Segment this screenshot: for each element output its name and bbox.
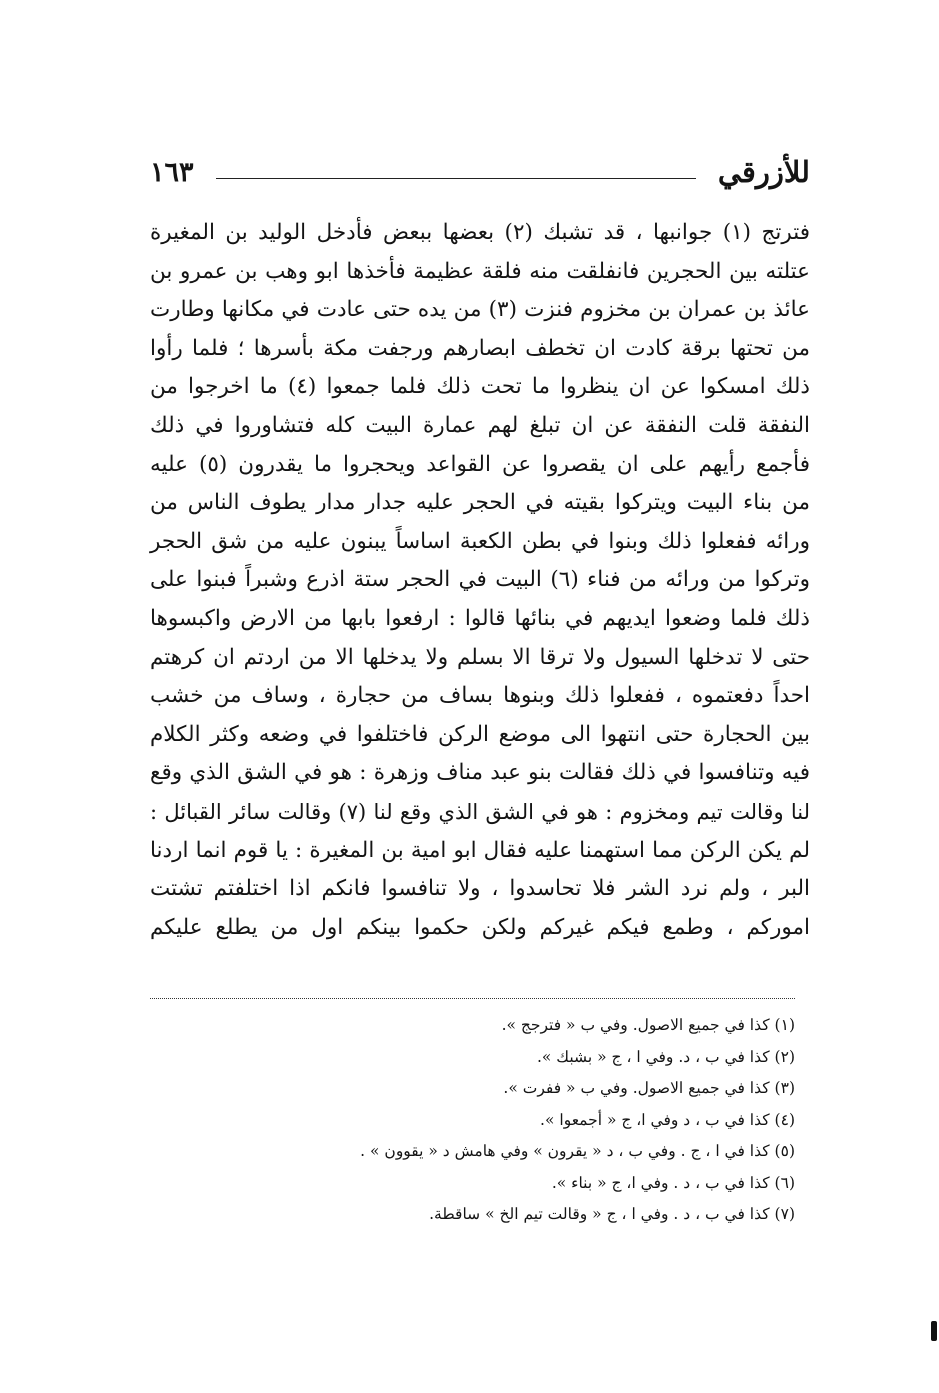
text-line: عتلته بين الحجرين فانفلقت منه فلقة عظيمة فأخذها ابو وهب بن عمرو بن (150, 258, 810, 284)
text-line: ذلك امسكوا عن ان ينظروا ما تحت ذلك فلما جمعوا (٤) ما اخرجوا من (150, 374, 811, 400)
footnote: (٧) كذا في ب ، د . وفي ا ، ج « وقالت تيم الخ » ساقطة. (429, 1205, 795, 1223)
footnote: (٦) كذا في ب ، د . وفي ا، ج « بناء ». (551, 1173, 795, 1192)
text-line: ورائه ففعلوا ذلك وبنوا في بطن الكعبة اساساً يبنون عليه من شق الحجر (150, 528, 810, 554)
text-line: فترتج (١) جوانبها ، قد تشبك (٢) بعضها ببعض فأدخل الوليد بن المغيرة (150, 220, 810, 245)
text-line: حتى لا تدخلها السيول ولا ترقا الا بسلم ولا يدخلها الا من اردتم ان كرهتم (150, 644, 810, 670)
footnote: (٥) كذا في ا ، ج . وفي ب ، د « يقرون » وفي هامش د « يقوون » . (360, 1142, 795, 1160)
scan-edge-mark (931, 1321, 937, 1341)
text-line: اموركم ، وطمع فيكم غيركم ولكن حكموا بينكم اول من يطلع عليكم (150, 914, 810, 940)
text-line: من بناء البيت ويتركوا بقيته في الحجر عليه جدار مدار يطوف الناس من (150, 490, 810, 516)
text-line: ذلك فلما وضعوا ايديهم في بنائها قالوا : ارفعوا بابها من الارض واكبسوها (150, 605, 810, 631)
text-line: فيه وتنافسوا في ذلك فقالت بنو عبد مناف وزهرة : هو في الشق الذي وقع (150, 760, 810, 786)
text-line: لنا وقالت تيم ومخزوم : هو في الشق الذي وقع لنا (٧) وقالت سائر القبائل : (150, 799, 810, 824)
text-line: عائذ بن عمران بن مخزوم فنزت (٣) من يده حتى عادت في مكانها وطارت (150, 297, 810, 323)
footnote: (٣) كذا في جميع الاصول. وفي ب « ففرت ». (503, 1079, 795, 1097)
footnote-separator (150, 998, 795, 999)
running-title: للأزرقي (717, 155, 810, 189)
header-rule (216, 178, 696, 179)
text-line: احداً دفعتموه ، ففعلوا ذلك وبنوها بساف من حجارة ، وساف من خشب (150, 683, 810, 709)
page-number: ١٦٣ (150, 156, 194, 188)
text-line: لم يكن الركن مما استهمنا عليه فقال ابو امية بن المغيرة : يا قوم انما اردنا (150, 837, 810, 863)
text-line: من تحتها برقة كادت ان تخطف ابصارهم ورجفت مكة بأسرها ؛ فلما رأوا (150, 335, 810, 361)
footnote: (٢) كذا في ب ، د. وفي ا ، ج « بشبك ». (536, 1047, 795, 1066)
body-text (150, 214, 810, 947)
text-line: فأجمع رأيهم على ان يقصروا عن القواعد ويحجروا ما يقدرون (٥) عليه (150, 451, 810, 477)
text-line: النفقة قلت النفقة عن ان تبلغ لهم عمارة البيت كله فتشاوروا في ذلك (150, 412, 810, 438)
text-line: البر ، ولم نرد الشر فلا تحاسدوا ، ولا تنافسوا فانكم اذا اختلفتم تشتت (150, 876, 810, 902)
footnote: (١) كذا في جميع الاصول. وفي ب « فترجج ». (501, 1016, 795, 1034)
footnote: (٤) كذا في ب ، د وفي ا، ج « أجمعوا ». (540, 1110, 795, 1129)
text-line: وتركوا من ورائه من فناء (٦) البيت في الحجر ستة اذرع وشبراً فبنوا على (150, 567, 810, 593)
footnotes (250, 1010, 795, 1231)
running-header (150, 150, 810, 194)
text-line: بين الحجارة حتى انتهوا الى موضع الركن فاختلفوا في وضعه وكثر الكلام (150, 721, 810, 747)
